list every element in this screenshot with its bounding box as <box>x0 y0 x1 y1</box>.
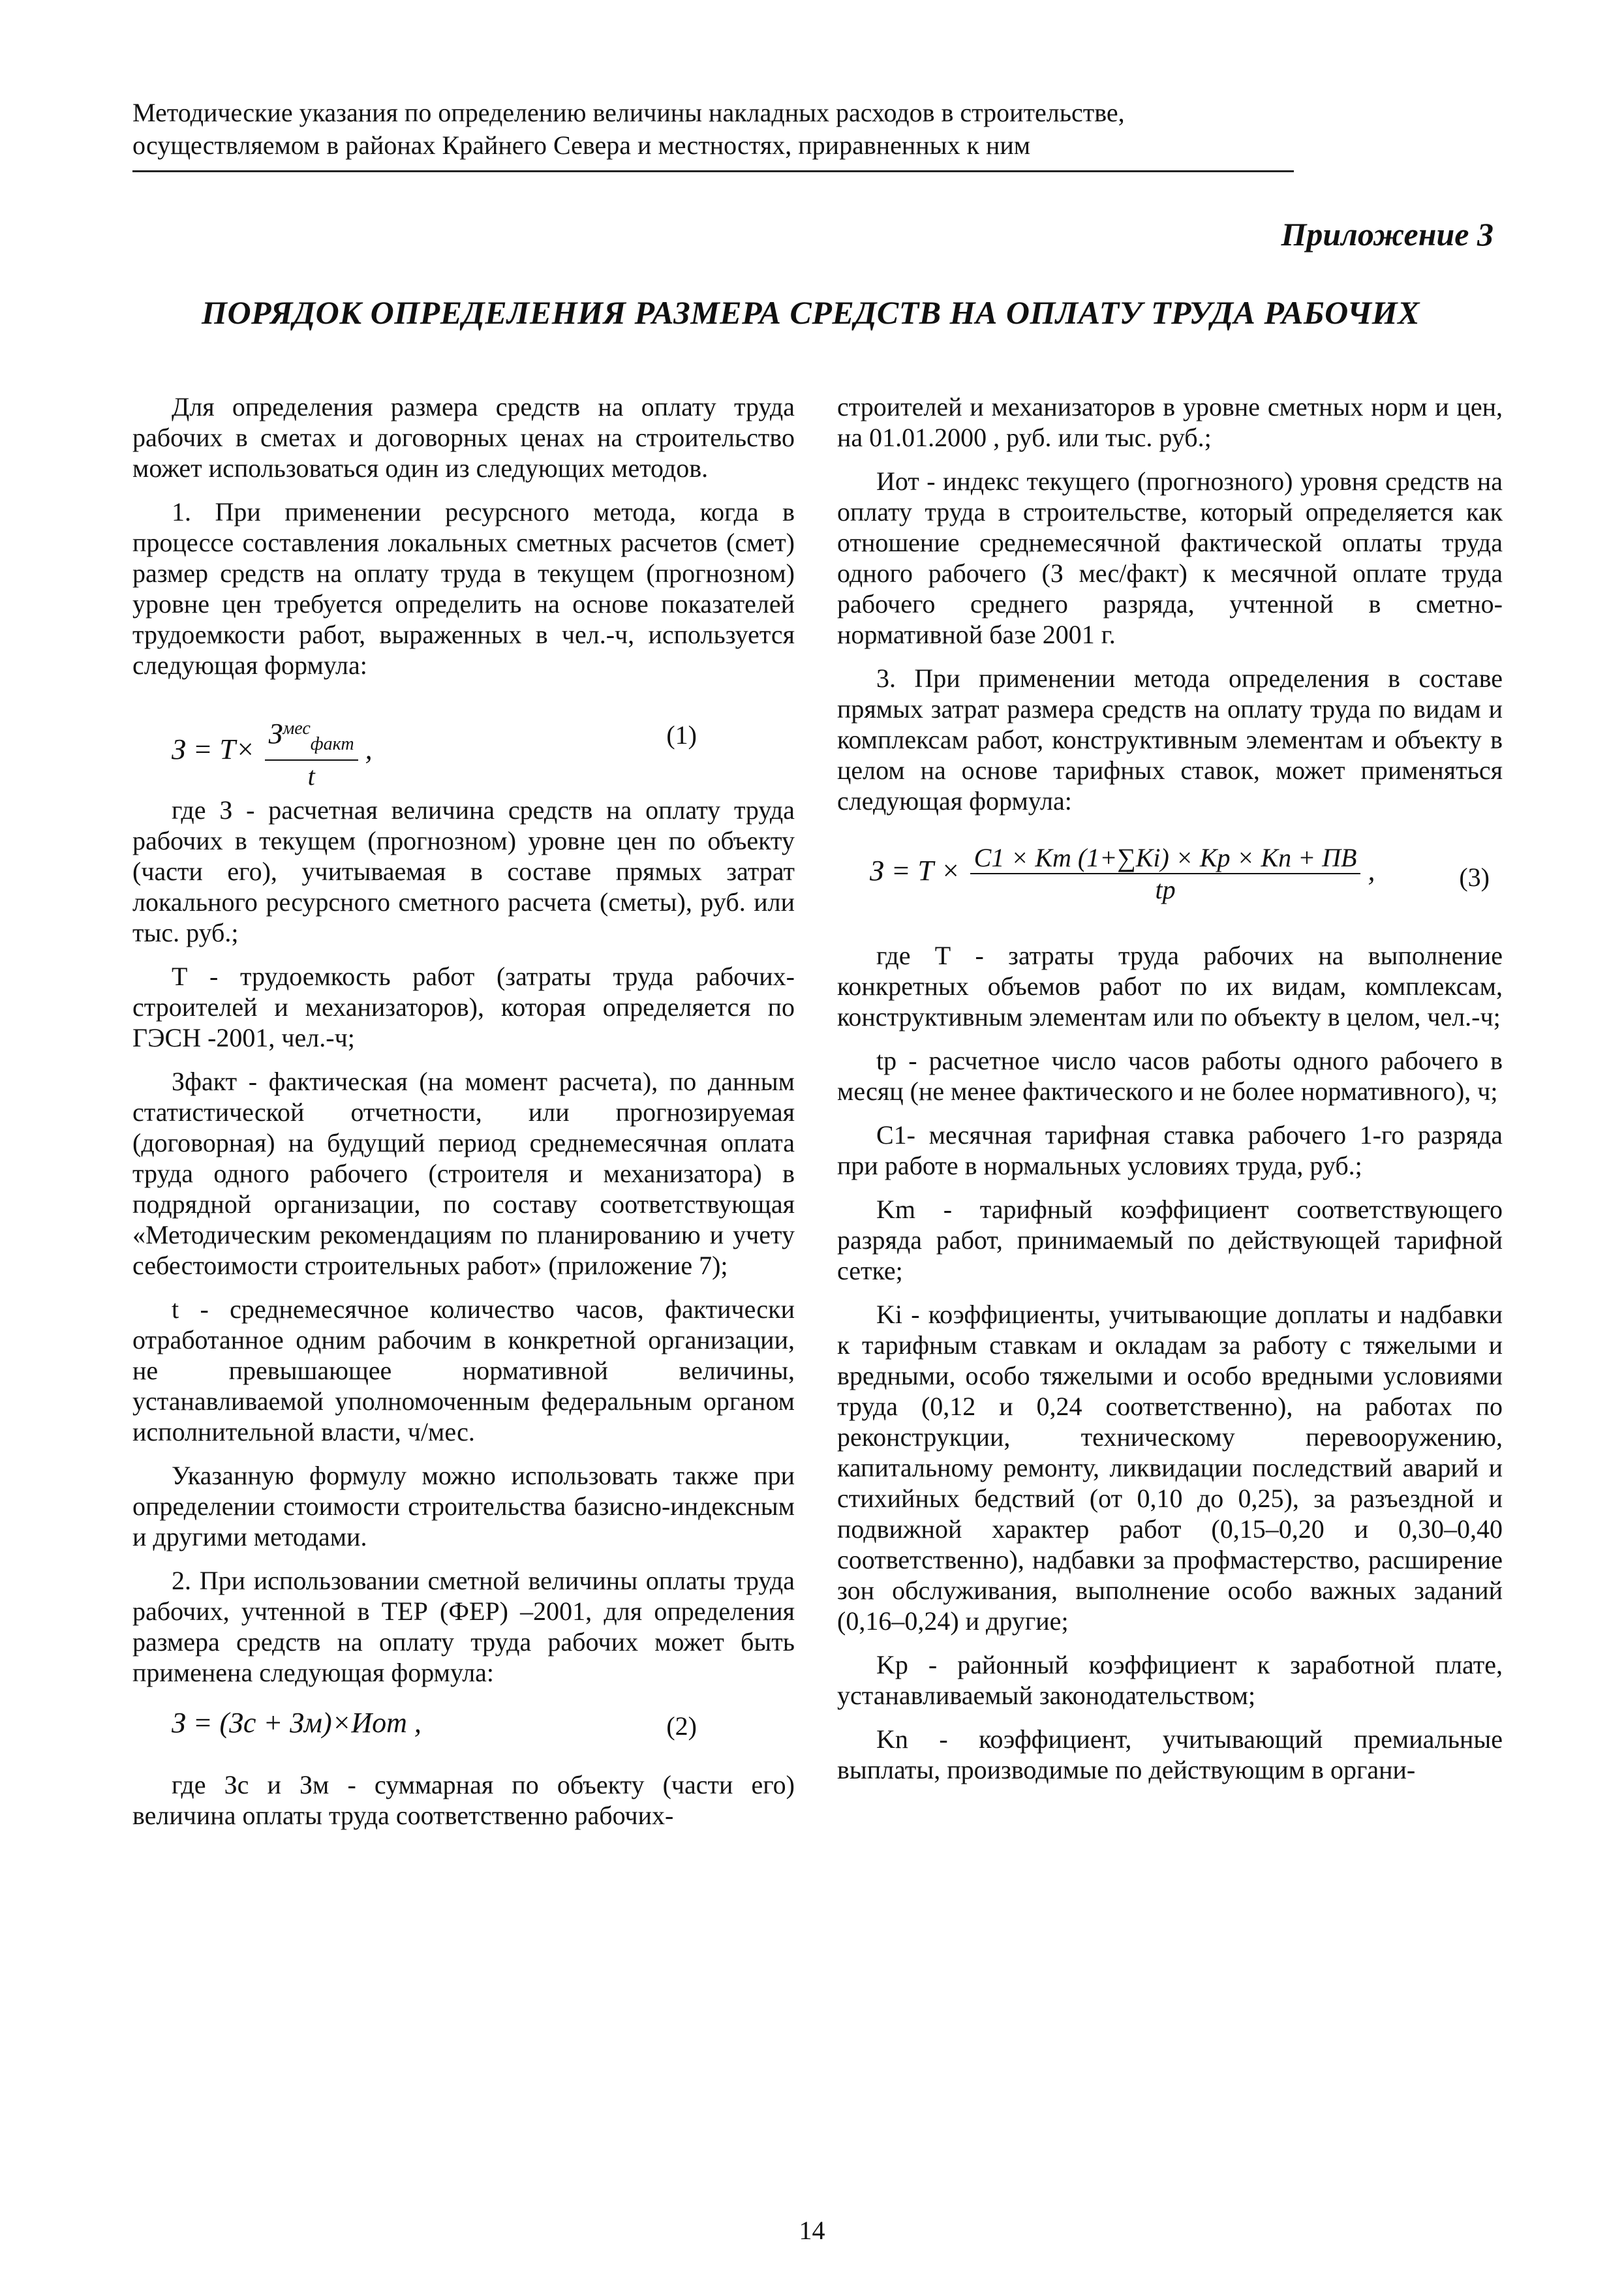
paragraph: Km - тарифный коэффициент соответствующего разряда работ, принимаемый по действующей тарифной сетке; <box>837 1195 1503 1285</box>
formula-3-fraction <box>970 842 1361 905</box>
paragraph: Т - трудоемкость работ (затраты труда рабочих-строителей и механизаторов), которая определяется по ГЭСН -2001, чел.-ч; <box>132 962 795 1052</box>
formula-3-tail: , <box>1368 855 1375 887</box>
formula-3-body <box>870 842 1375 905</box>
paragraph: Kn - коэффициент, учитывающий премиальные выплаты, производимые по действующим в органи- <box>837 1724 1503 1784</box>
formula-1-fraction <box>265 713 358 791</box>
formula-2-number: (2) <box>666 1711 697 1741</box>
paragraph: где Т - затраты труда рабочих на выполнение конкретных объемов работ по их видам, комплексам, конструктивным элементам или по объекту в целом, чел.-ч; <box>837 941 1503 1031</box>
right-column <box>837 391 1503 1798</box>
left-column <box>132 391 795 1844</box>
paragraph: Kp - районный коэффициент к заработной плате, устанавливаемый законодательством; <box>837 1650 1503 1710</box>
formula-2-expression: З = (Зс + Зм)×Иот , <box>172 1707 421 1739</box>
paragraph: t - среднемесячное количество часов, фактически отработанное одним рабочим в конкретной организации, не превышающее нормативной величины, устанавливаемой уполномоченным федеральным органом исполнительной власти, ч/мес. <box>132 1294 795 1446</box>
paragraph: 3. При применении метода определения в составе прямых затрат размера средств на оплату труда по видам и комплексам работ, конструктивным элементам и объекту в целом на основе тарифных ставок, может применяться следующая формула: <box>837 664 1503 816</box>
paragraph: Указанную формулу можно использовать также при определении стоимости строительства базисно-индексным и другими методами. <box>132 1461 795 1551</box>
formula-3-lhs: З = Т × <box>870 855 960 887</box>
formula-1-denominator: t <box>307 761 315 791</box>
paragraph: tp - расчетное число часов работы одного рабочего в месяц (не менее фактического и не более нормативного), ч; <box>837 1046 1503 1106</box>
paragraph: 2. При использовании сметной величины оплаты труда рабочих, учтенной в ТЕР (ФЕР) –2001, для определения размера средств на оплату труда рабочих может быть применена следующая формула: <box>132 1566 795 1687</box>
paragraph: Зфакт - фактическая (на момент расчета), по данным статистической отчетности, или прогнозируемая (договорная) на будущий период среднемесячная оплата труда одного рабочего (строителя и механизатора) в подрядной организации, по составу соответствующая «Методическим рекомендациям по планированию и учету себестоимости строительных работ» (приложение 7); <box>132 1067 795 1280</box>
formula-1 <box>132 694 795 791</box>
formula-1-body <box>172 713 373 791</box>
formula-1-numerator: $З^{мес}_{факт}$ <box>265 713 358 761</box>
formula-1-number: (1) <box>666 720 697 750</box>
paragraph: Иот - индекс текущего (прогнозного) уровня средств на оплату труда в строительстве, который определяется как отношение среднемесячной фактической оплаты труда одного рабочего (З мес/факт) к месячной оплате труда рабочего среднего разряда, учтенной в сметно-нормативной базе 2001 г. <box>837 466 1503 649</box>
paragraph: C1- месячная тарифная ставка рабочего 1-го разряда при работе в нормальных условиях труда, руб.; <box>837 1120 1503 1180</box>
formula-2 <box>132 1701 795 1753</box>
header-line-1: Методические указания по определению величины накладных расходов в строительстве, <box>132 98 1125 127</box>
formula-1-lhs: З = Т× <box>172 733 255 766</box>
formula-1-tail: , <box>365 733 373 766</box>
page-title: ПОРЯДОК ОПРЕДЕЛЕНИЯ РАЗМЕРА СРЕДСТВ НА ОПЛАТУ ТРУДА РАБОЧИХ <box>202 294 1420 331</box>
formula-3-number: (3) <box>1459 863 1490 892</box>
paragraph: где З - расчетная величина средств на оплату труда рабочих в текущем (прогнозном) уровне цен по объекту (части его), учитываемая в составе прямых затрат локального ресурсного сметного расчета (сметы), руб. или тыс. руб.; <box>132 795 795 947</box>
formula-3-numerator: C1 × Km (1+∑Ki) × Kp × Kn + ПВ <box>970 842 1361 874</box>
paragraph: строителей и механизаторов в уровне сметных норм и цен, на 01.01.2000 , руб. или тыс. руб.; <box>837 392 1503 452</box>
paragraph: Ki - коэффициенты, учитывающие доплаты и надбавки к тарифным ставкам и окладам за работу с тяжелыми и вредными, особо тяжелыми и особо вредными условиями труда (0,12 и 0,24 соответственно), на работах по реконструкции, техническому перевооружению, капитальному ремонту, ликвидации последствий аварий и стихийных бедствий (от 0,10 до 0,25), за разъездной и подвижной характер работ (0,15–0,20 и 0,30–0,40 соответственно), надбавки за профмастерство, расширение зон обслуживания, выполнение особо важных заданий (0,16–0,24) и другие; <box>837 1300 1503 1636</box>
appendix-label: Приложение 3 <box>1281 216 1494 252</box>
formula-3-denominator: tp <box>1155 875 1176 904</box>
paragraph: Для определения размера средств на оплату труда рабочих в сметах и договорных ценах на строительство может использоваться один из следующих методов. <box>132 392 795 483</box>
paragraph: где Зс и Зм - суммарная по объекту (части его) величина оплаты труда соответственно рабочих- <box>132 1770 795 1830</box>
formula-3 <box>837 829 1503 927</box>
header-line-2: осуществляемом в районах Крайнего Севера и местностях, приравненных к ним <box>132 130 1031 160</box>
paragraph: 1. При применении ресурсного метода, когда в процессе составления локальных сметных расчетов (смет) размер средств на оплату труда в текущем (прогнозном) уровне цен требуется определить на основе показателей трудоемкости работ, выраженных в чел.-ч, используется следующая формула: <box>132 497 795 680</box>
running-header <box>132 97 1294 162</box>
header-rule <box>132 170 1294 172</box>
page-number: 14 <box>799 2216 825 2245</box>
